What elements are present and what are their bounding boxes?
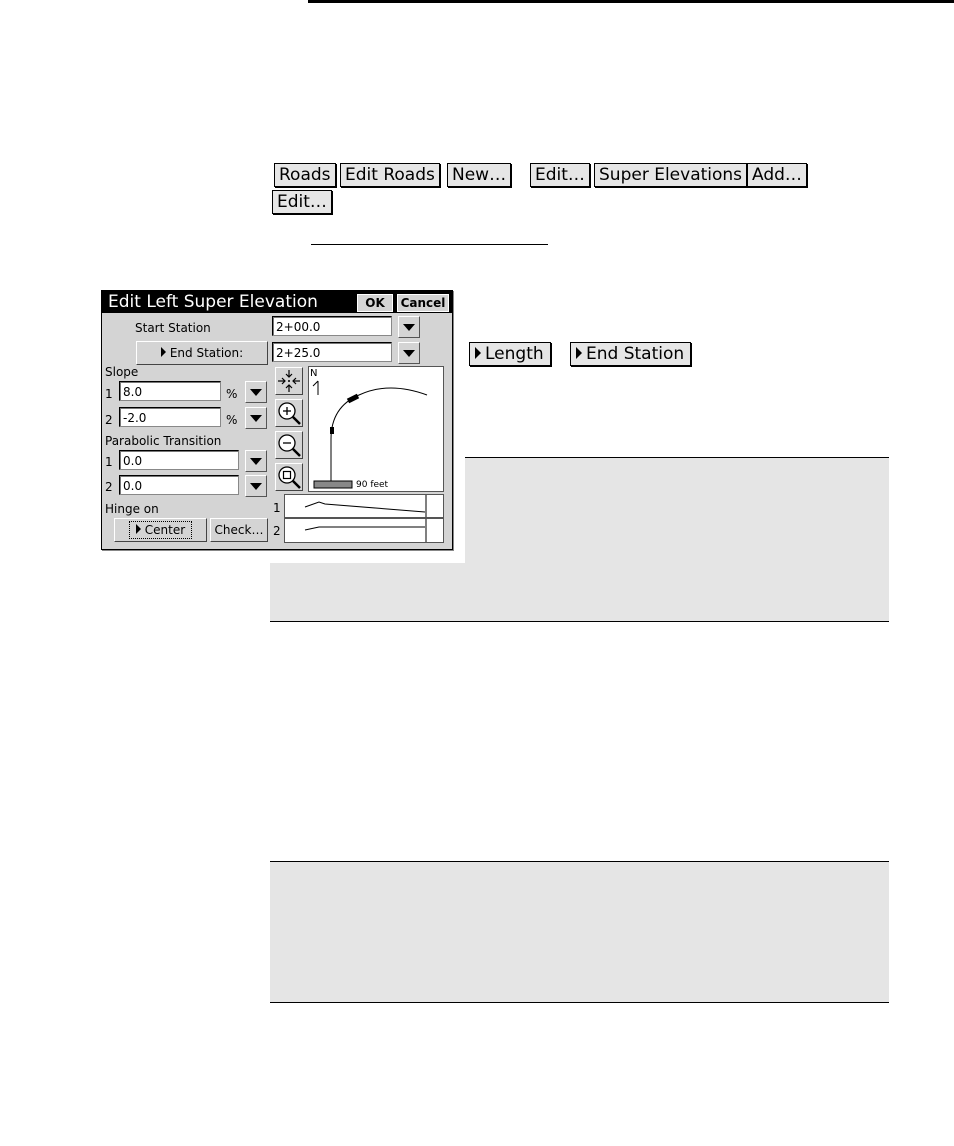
top-rule [308, 0, 954, 3]
end-station-field[interactable]: 2+25.0 [272, 342, 392, 362]
edit-super-elevation-dialog [101, 290, 453, 550]
nav-edit-button-2[interactable]: Edit… [272, 190, 332, 214]
triangle-right-icon [136, 524, 141, 534]
parabolic-1-dropdown-button[interactable] [245, 450, 267, 472]
check-button[interactable]: Check… [210, 518, 268, 542]
parabolic-transition-label: Parabolic Transition [105, 434, 222, 448]
slope-label: Slope [105, 365, 139, 379]
slope-1-number: 1 [105, 387, 113, 401]
parabolic-1-field[interactable]: 0.0 [119, 450, 239, 470]
north-arrow-icon [313, 381, 318, 395]
triangle-right-icon [475, 347, 481, 359]
nav-edit-button[interactable]: Edit… [530, 163, 590, 187]
plan-view[interactable] [308, 366, 444, 492]
length-button[interactable]: Length [469, 342, 551, 366]
ok-button[interactable]: OK [357, 294, 393, 312]
road-alignment-line [331, 388, 427, 485]
start-station-field[interactable]: 2+00.0 [272, 316, 392, 336]
parabolic-2-field[interactable]: 0.0 [119, 475, 239, 495]
parabolic-2-number: 2 [105, 480, 113, 494]
profile-1-number: 1 [273, 501, 281, 515]
nav-edit-roads-button[interactable]: Edit Roads [340, 163, 440, 187]
dialog-title: Edit Left Super Elevation [108, 292, 318, 312]
triangle-right-icon [576, 347, 582, 359]
north-label: N [310, 368, 318, 379]
zoom-extents-icon[interactable] [275, 367, 303, 395]
slope-1-field[interactable]: 8.0 [119, 381, 221, 401]
profile-2-view [284, 518, 444, 543]
nav-add-button[interactable]: Add… [747, 163, 807, 187]
zoom-out-icon[interactable] [275, 431, 303, 459]
nav-super-elevations-button[interactable]: Super Elevations [594, 163, 747, 187]
slope-2-unit: % [226, 413, 238, 427]
parabolic-2-dropdown-button[interactable] [245, 475, 267, 497]
hinge-on-label: Hinge on [105, 502, 159, 516]
profile-2-number: 2 [273, 524, 281, 538]
end-station-button[interactable]: End Station [570, 342, 691, 366]
underline-rule [311, 244, 548, 245]
cancel-button[interactable]: Cancel [397, 294, 449, 312]
triangle-right-icon [161, 347, 166, 357]
profile-1-view [284, 494, 444, 518]
slope-1-unit: % [226, 387, 238, 401]
slope-2-field[interactable]: -2.0 [119, 407, 221, 427]
start-station-label: Start Station [135, 321, 211, 335]
warning-box [270, 861, 889, 1003]
zoom-in-icon[interactable] [275, 399, 303, 427]
slope-1-dropdown-button[interactable] [245, 381, 267, 403]
zoom-window-icon[interactable] [275, 463, 303, 491]
hinge-center-button[interactable]: Center [114, 518, 207, 542]
nav-roads-button[interactable]: Roads [274, 163, 336, 187]
dialog-title-bar [102, 291, 452, 313]
slope-2-dropdown-button[interactable] [245, 407, 267, 429]
slope-2-number: 2 [105, 413, 113, 427]
scale-bar [314, 481, 352, 488]
station-marker-end [348, 396, 358, 401]
start-station-dropdown-button[interactable] [398, 316, 420, 338]
scale-label: 90 feet [356, 480, 389, 490]
parabolic-1-number: 1 [105, 455, 113, 469]
end-station-dropdown-button[interactable] [398, 342, 420, 364]
nav-new-button[interactable]: New… [447, 163, 511, 187]
end-station-toggle-button[interactable]: End Station: [136, 341, 268, 365]
